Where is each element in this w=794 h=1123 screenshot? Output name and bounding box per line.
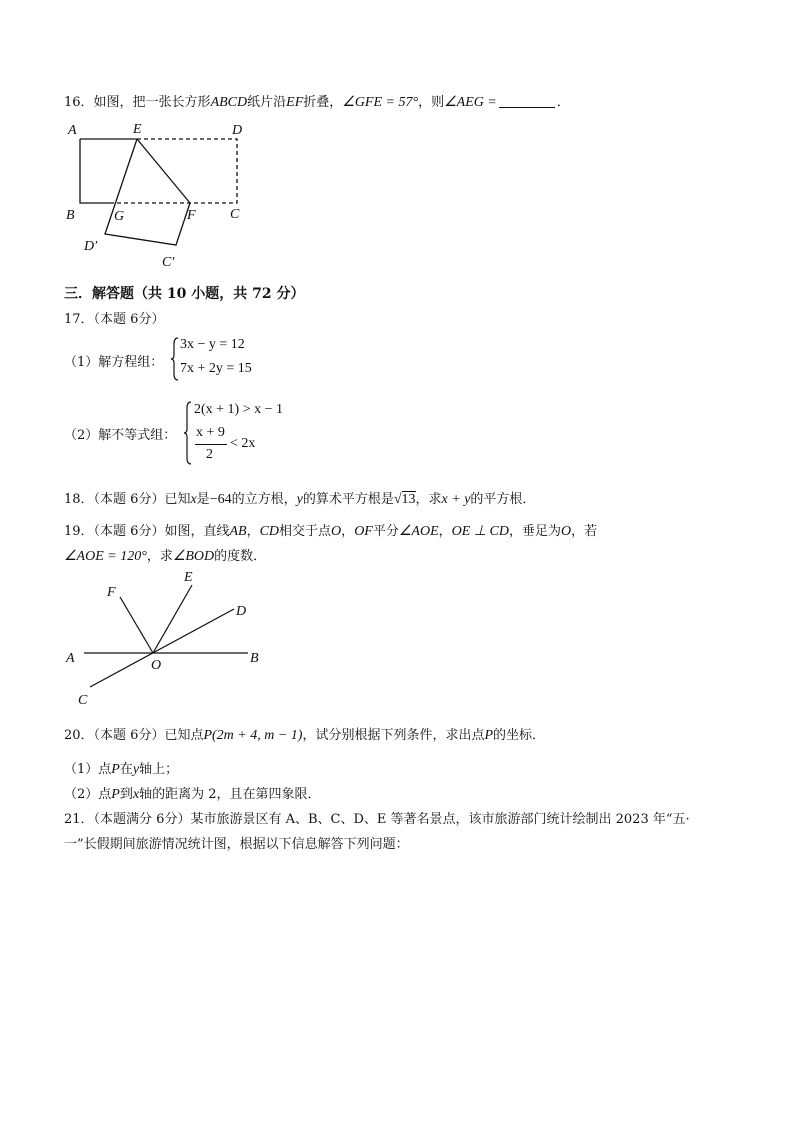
q18-expr: x + y — [441, 492, 471, 507]
q17-part1-eq2: 7x + 2y = 15 — [180, 361, 252, 376]
q19-t-d: ，若 — [571, 524, 598, 539]
q20-part2-a: （2）点 — [64, 787, 112, 802]
q19-head: 19．（本题 6分）如图，直线 — [64, 524, 230, 539]
q18-text — [64, 488, 535, 508]
q19-label-d: D — [236, 604, 247, 619]
q17-part1-brace — [170, 336, 180, 382]
q16-edge-ab-bg — [80, 139, 110, 203]
q19-t-b: 平分 — [372, 524, 399, 539]
q16-text-b: 纸片沿 — [247, 95, 287, 110]
q19-figure — [60, 565, 280, 715]
q18-t1: 是 — [196, 492, 210, 507]
q20-part1-b: 在 — [119, 762, 133, 777]
q17-part1-eq1: 3x − y = 12 — [180, 337, 245, 352]
q18-t5: 的平方根． — [470, 492, 536, 507]
q19-o: O — [331, 524, 342, 539]
q19-comma-1: ， — [246, 524, 260, 539]
q18-sqrt-value: 13 — [401, 492, 416, 507]
q16-rect-name: ABCD — [210, 95, 248, 110]
q20-part2-x: x — [132, 787, 140, 802]
q16-end: ． — [556, 95, 570, 110]
q19-label-e: E — [184, 570, 193, 585]
q16-label-g: G — [114, 209, 125, 224]
q19-label-a: A — [66, 651, 75, 666]
q16-figure — [60, 115, 260, 275]
q17-part1-label: （1）解方程组： — [64, 355, 164, 370]
section-3-title: 三．解答题（共 10 小题，共 72 分） — [64, 286, 305, 302]
q17-part2-frac-num: x + 9 — [196, 425, 225, 440]
q18-head: 18．（本题 6分）已知 — [64, 492, 191, 507]
q19-comma-2: ， — [341, 524, 355, 539]
q17-part2-eq1: 2(x + 1) > x − 1 — [194, 402, 284, 417]
q19-comma-3: ， — [438, 524, 452, 539]
q19-label-c: C — [78, 693, 88, 708]
q20-part1-a: （1）点 — [64, 762, 112, 777]
q18-sqrt-sign: √ — [393, 492, 402, 507]
q16-label-d-prime: D′ — [84, 239, 98, 254]
q18-t2: 的立方根， — [231, 492, 297, 507]
q16-label-b: B — [66, 208, 75, 223]
q18-y: y — [296, 492, 303, 507]
q19-end: 的度数． — [214, 549, 267, 564]
q16-label-e: E — [133, 122, 142, 137]
q16-text-a: 如图，把一张长方形 — [93, 95, 211, 110]
q16-asked-angle: ∠AEG = — [444, 95, 497, 110]
q19-perpendicular: OE ⊥ CD — [451, 524, 509, 539]
q18-value: −64 — [209, 492, 232, 507]
q18-x: x — [190, 492, 197, 507]
q19-cd: CD — [259, 524, 280, 539]
q19-angle-aoe: ∠AOE — [398, 524, 439, 539]
q21-line1: 21．（本题满分 6分）某市旅游景区有 A、B、C、D、E 等著名景点，该市旅游部门统计绘制出 2023 年“五· — [64, 812, 690, 827]
q16-text-d: ，则 — [418, 95, 445, 110]
q18-t4: ，求 — [415, 492, 442, 507]
q16-folded-part — [105, 139, 190, 245]
q16-text-c: 折叠， — [303, 95, 343, 110]
q20-part1-c: 轴上； — [139, 762, 179, 777]
q20-part2-p: P — [111, 787, 120, 802]
q20-part2-c: 轴的距离为 2，且在第四象限． — [139, 787, 321, 802]
q19-o-2: O — [560, 524, 572, 539]
q17-part2-label: （2）解不等式组： — [64, 428, 177, 443]
q17-head: 17．（本题 6分） — [64, 312, 165, 327]
q20-text — [64, 724, 545, 744]
q16-fold-ef — [137, 139, 190, 203]
q19-t-e: ，求 — [146, 549, 173, 564]
q20-part1 — [64, 758, 178, 778]
q20-p: P — [484, 728, 494, 743]
q16-label-c-prime: C′ — [162, 255, 175, 270]
q17-part2-frac-den: 2 — [206, 447, 213, 462]
q19-line2 — [64, 545, 266, 565]
q16-label-a: A — [68, 123, 77, 138]
q16-label-c: C — [230, 207, 240, 222]
q17-part2-rhs: < 2x — [230, 436, 256, 451]
q20-part2-b: 到 — [119, 787, 133, 802]
q21-line2: 一”长假期间旅游情况统计图，根据以下信息解答下列问题： — [64, 837, 409, 852]
q19-ray-of — [120, 597, 153, 653]
q20-end: 的坐标． — [493, 728, 546, 743]
q16-fold-line: EF — [286, 95, 304, 110]
q17-part2-brace — [183, 400, 193, 466]
q19-t-c: ，垂足为 — [508, 524, 561, 539]
q19-line-cd — [90, 609, 234, 687]
q19-of: OF — [354, 524, 373, 539]
q16-number: 16． — [64, 95, 94, 110]
q20-point: P(2m + 4, m − 1) — [203, 728, 303, 743]
q19-label-f: F — [107, 585, 116, 600]
q20-head: 20．（本题 6分）已知点 — [64, 728, 204, 743]
q16-original-part — [137, 139, 237, 203]
q19-given-angle: ∠AOE = 120° — [64, 549, 147, 564]
q19-line1 — [64, 520, 597, 540]
q16-given-angle: ∠GFE = 57° — [342, 95, 419, 110]
q19-t-a: 相交于点 — [279, 524, 332, 539]
q19-label-o: O — [151, 658, 162, 673]
q20-part2 — [64, 783, 320, 803]
q20-part1-y: y — [132, 762, 140, 777]
q16-answer-blank[interactable] — [499, 107, 555, 108]
q20-part1-p: P — [111, 762, 120, 777]
q19-label-b: B — [250, 651, 259, 666]
q18-t3: 的算术平方根是 — [302, 492, 394, 507]
q20-tail: ，试分别根据下列条件，求出点 — [302, 728, 485, 743]
q16-text — [64, 91, 570, 111]
q16-label-d: D — [232, 123, 243, 138]
q17-part2-frac-bar — [195, 444, 227, 445]
q19-ab: AB — [229, 524, 247, 539]
q19-angle-bod: ∠BOD — [172, 549, 215, 564]
q16-label-f: F — [187, 208, 196, 223]
